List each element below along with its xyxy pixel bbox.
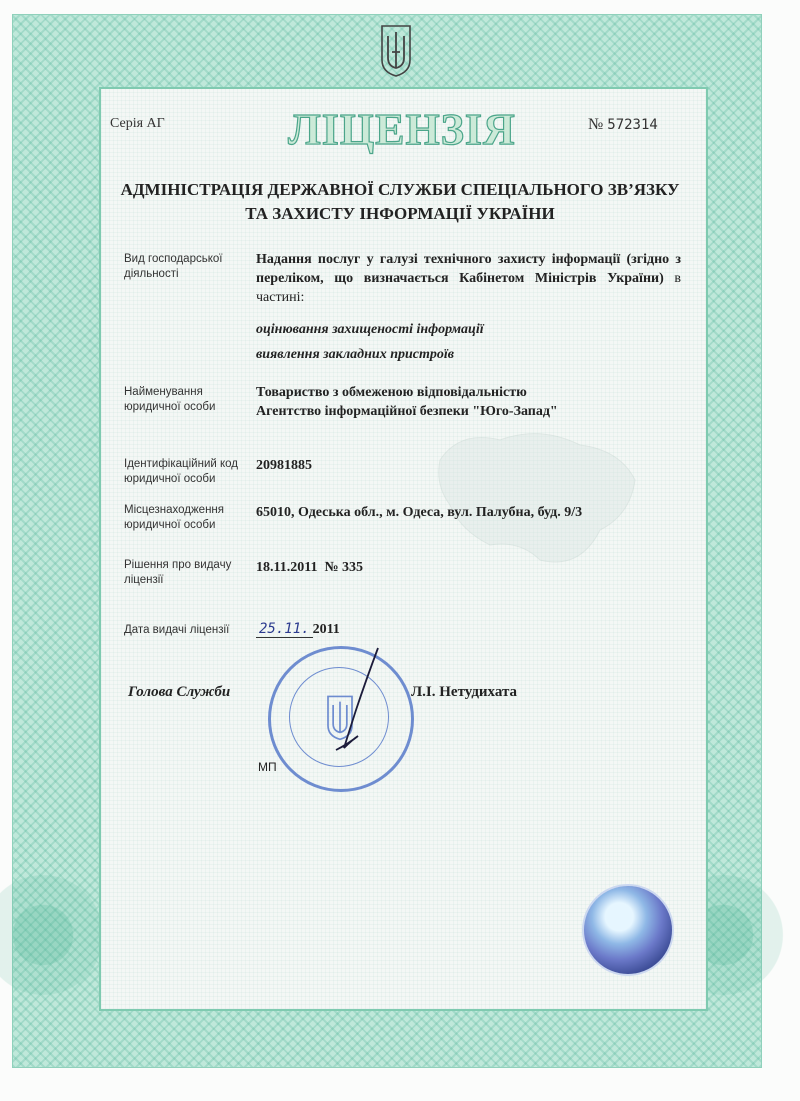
number-value: 572314: [607, 117, 658, 133]
head-name: Л.І. Нетудихата: [411, 684, 518, 700]
authority-line-1: АДМІНІСТРАЦІЯ ДЕРЖАВНОЇ СЛУЖБИ СПЕЦІАЛЬНОГО ЗВ’ЯЗКУ: [120, 180, 680, 199]
document-title: ЛІЦЕНЗІЯ: [288, 105, 516, 154]
id-code-label: Ідентифікаційний код юридичної особи: [124, 458, 239, 485]
head-role: Голова Служби: [128, 684, 231, 700]
location-label: Місцезнаходження юридичної особи: [124, 504, 224, 531]
location-value: 65010, Одеська обл., м. Одеса, вул. Палубна, буд. 9/3: [256, 505, 583, 520]
activity-suffix: в частині:: [256, 271, 681, 305]
decision-value: [256, 558, 681, 577]
issue-date-label: Дата видачі ліцензії: [124, 624, 230, 636]
entity-name-line-1: Товариство з обмеженою відповідальністю: [256, 385, 527, 400]
activity-text: Надання послуг у галузі технічного захисту інформації (згідно з переліком, що визначається Кабінетом Міністрів України): [256, 252, 681, 286]
issue-date-handwritten: 25.11.: [256, 621, 313, 638]
number-sign: №: [588, 116, 604, 133]
activity-label: Вид господарської діяльності: [124, 253, 223, 280]
entity-name-value: [256, 383, 681, 421]
seal-place-mark: МП: [258, 760, 277, 774]
signature-icon: [318, 640, 388, 760]
license-number: [588, 116, 658, 134]
issue-date-value: [256, 620, 681, 639]
hologram-seal: [582, 884, 674, 976]
activity-item: виявлення закладних пристроїв: [256, 347, 455, 362]
series-label: Серія АГ: [110, 116, 165, 131]
entity-name-label: Найменування юридичної особи: [124, 386, 216, 413]
id-code-value: 20981885: [256, 458, 312, 473]
corner-ornament: [0, 865, 113, 1005]
authority-line-2: ТА ЗАХИСТУ ІНФОРМАЦІЇ УКРАЇНИ: [245, 204, 555, 223]
entity-name-line-2: Агентство інформаційної безпеки "Юго-Запад": [256, 404, 558, 419]
activity-value: [256, 250, 681, 307]
decision-label: Рішення про видачу ліцензії: [124, 559, 232, 586]
decision-date: 18.11.2011: [256, 560, 318, 575]
activity-item: оцінювання захищеності інформації: [256, 322, 484, 337]
issuing-authority: [100, 178, 700, 226]
issue-date-year: 2011: [312, 622, 340, 637]
ukraine-map-watermark: [430, 420, 640, 580]
decision-number: № 335: [324, 560, 364, 575]
trident-coat-of-arms-icon: [378, 22, 414, 78]
